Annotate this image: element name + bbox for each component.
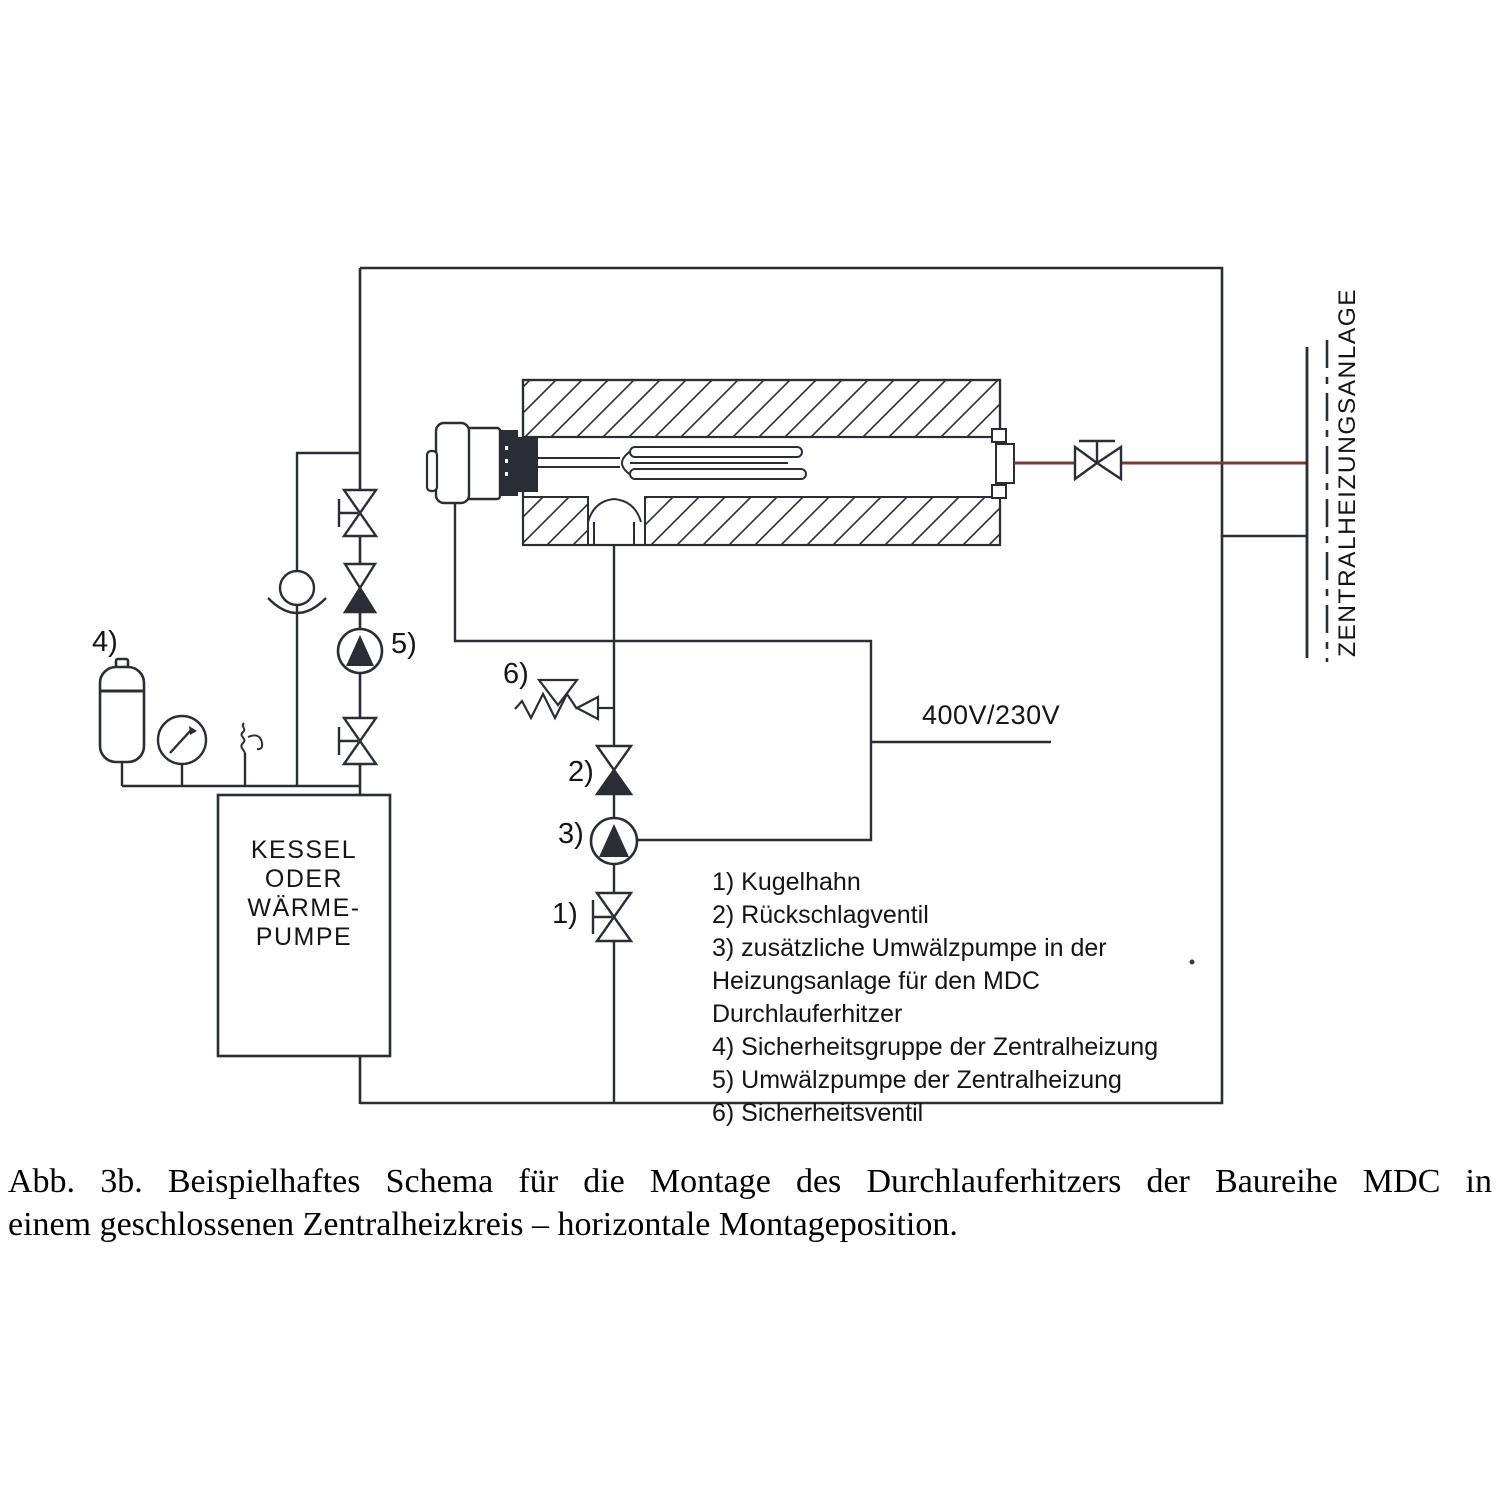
- legend-line: 6) Sicherheitsventil: [712, 1099, 924, 1127]
- label-3: 3): [558, 818, 584, 850]
- system-boundary-lines: [1307, 340, 1327, 662]
- figure-caption: [8, 1160, 1492, 1246]
- caption-line-2: einem geschlossenen Zentralheizkreis – horizontale Montageposition.: [8, 1206, 958, 1243]
- legend-line: Durchlauferhitzer: [712, 1000, 903, 1028]
- legend-line: Heizungsanlage für den MDC: [712, 967, 1040, 995]
- boiler-label: [218, 836, 390, 952]
- check-valve-2-icon: [597, 746, 631, 794]
- label-1: 1): [552, 898, 578, 930]
- legend-line: 2) Rückschlagventil: [712, 901, 929, 929]
- drain-valve-icon: [241, 723, 262, 755]
- label-2: 2): [568, 756, 594, 788]
- legend-line: 3) zusätzliche Umwälzpumpe in der: [712, 934, 1107, 962]
- voltage-label: 400V/230V: [922, 700, 1061, 730]
- label-5: 5): [391, 628, 417, 660]
- boiler-label-line: WÄRME-: [247, 894, 361, 922]
- legend: [712, 866, 1158, 1130]
- flow-heater: [427, 380, 1014, 545]
- stray-dot: [1190, 960, 1195, 965]
- ball-valve-supply-bottom: [339, 718, 376, 764]
- heater-outlet-port: [992, 429, 1014, 498]
- central-heating-label: ZENTRALHEIZUNGSANLAGE: [1334, 287, 1361, 657]
- caption-line-1: Abb. 3b. Beispielhaftes Schema für die Montage des Durchlauferhitzers der Baureihe MDC in: [8, 1163, 1492, 1200]
- boiler-label-line: KESSEL: [250, 836, 358, 864]
- heater-connector: [427, 423, 538, 503]
- label-6: 6): [503, 658, 529, 690]
- ball-valve-1-icon: [593, 893, 631, 941]
- boiler-label-line: PUMPE: [255, 923, 353, 951]
- pump-3-icon: [591, 818, 637, 864]
- legend-line: 5) Umwälzpumpe der Zentralheizung: [712, 1066, 1122, 1094]
- power-cable-run: [455, 503, 1051, 840]
- ball-valve-supply-top: [339, 490, 376, 536]
- legend-line: 1) Kugelhahn: [712, 868, 861, 896]
- safety-valve-6-icon: [515, 680, 614, 719]
- label-4: 4): [92, 626, 118, 658]
- ball-valve-outlet-icon: [1075, 441, 1121, 479]
- check-valve-supply: [345, 564, 375, 612]
- pump-5-icon: [338, 629, 382, 673]
- pressure-gauge-icon: [158, 716, 206, 764]
- bypass-branch-pipe: [297, 453, 360, 786]
- safety-group-manifold: [122, 753, 360, 786]
- boiler-label-line: ODER: [264, 865, 344, 893]
- legend-line: 4) Sicherheitsgruppe der Zentralheizung: [712, 1033, 1159, 1061]
- expansion-vessel-icon: [100, 659, 144, 762]
